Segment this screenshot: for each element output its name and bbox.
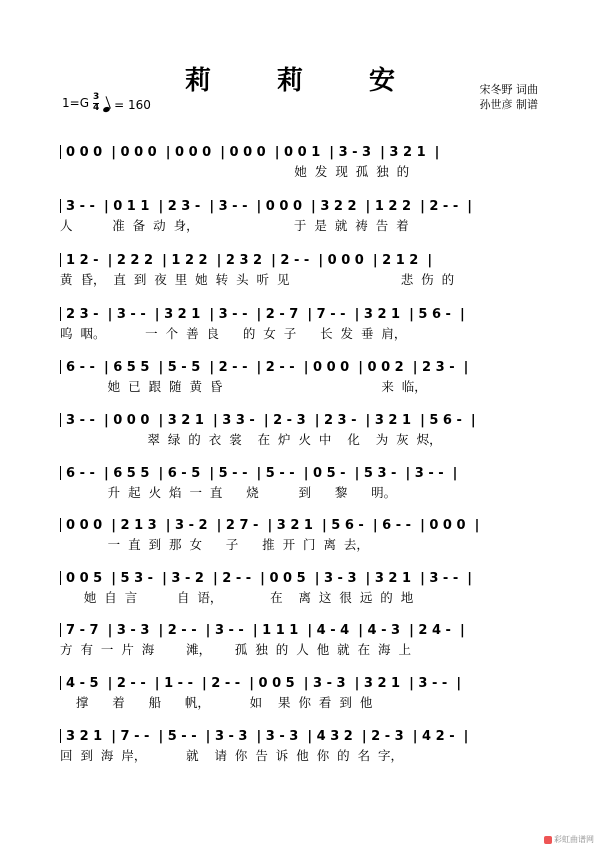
notes-text: 3 - - | 0 0 0 | 3 2 1 | 3 3 - | 2 - 3 | 2 3 - | 3 2 1 | 5 6 - |	[66, 412, 476, 428]
tempo-marking	[103, 98, 151, 112]
notes-text: 6 - - | 6 5 5 | 6 - 5 | 5 - - | 5 - - | 0 5 - | 5 3 - | 3 - - |	[66, 465, 458, 481]
note-row	[60, 250, 545, 270]
notes-text: 1 2 - | 2 2 2 | 1 2 2 | 2 3 2 | 2 - - | 0 0 0 | 2 1 2 |	[66, 252, 433, 268]
score-system	[60, 620, 545, 660]
barline	[60, 571, 61, 585]
score-system	[60, 357, 545, 397]
lyrics-row: 回 到 海 岸， 就 请 你 告 诉 他 你 的 名 字，	[60, 748, 404, 763]
key-label: 1=G	[62, 96, 89, 110]
credits	[480, 82, 539, 112]
song-meta	[62, 93, 151, 113]
notes-text: 3 2 1 | 7 - - | 5 - - | 3 - 3 | 3 - 3 | 4 3 2 | 2 - 3 | 4 2 - |	[66, 728, 469, 744]
barline	[60, 729, 61, 743]
note-row	[60, 515, 545, 535]
lyrics-row: 翠 绿 的 衣 裳 在 炉 火 中 化 为 灰 烬，	[60, 432, 442, 447]
barline	[60, 199, 61, 213]
score-system	[60, 196, 545, 236]
note-row	[60, 410, 545, 430]
time-signature	[93, 93, 99, 113]
note-row	[60, 568, 545, 588]
note-row	[60, 463, 545, 483]
note-row	[60, 357, 545, 377]
note-row	[60, 620, 545, 640]
lyrics-row: 升 起 火 焰 一 直 烧 到 黎 明。	[60, 485, 397, 500]
watermark-logo-icon	[544, 836, 552, 844]
score-system	[60, 673, 545, 713]
lyrics-row: 一 直 到 那 女 子 推 开 门 离 去，	[60, 537, 369, 552]
lyrics-row: 方 有 一 片 海 滩， 孤 独 的 人 他 就 在 海 上	[60, 642, 411, 657]
notes-text: 6 - - | 6 5 5 | 5 - 5 | 2 - - | 2 - - | 0 0 0 | 0 0 2 | 2 3 - |	[66, 359, 469, 375]
lyrics-row: 她 自 言 自 语， 在 离 这 很 远 的 地	[60, 590, 414, 605]
score-system	[60, 463, 545, 503]
notes-text: 7 - 7 | 3 - 3 | 2 - - | 3 - - | 1 1 1 | 4 - 4 | 4 - 3 | 2 4 - |	[66, 622, 465, 638]
arranger-credit: 孙世彦 制谱	[479, 98, 538, 111]
lyrics-row: 撑 着 船 帆， 如 果 你 看 到 他	[60, 695, 373, 710]
song-title: 莉 莉 安	[184, 66, 415, 96]
barline	[60, 676, 61, 690]
barline	[60, 253, 61, 267]
score-system	[60, 410, 545, 450]
barline	[60, 145, 61, 159]
tempo-label: = 160	[114, 97, 151, 112]
watermark	[544, 834, 594, 845]
notes-text: 4 - 5 | 2 - - | 1 - - | 2 - - | 0 0 5 | 3 - 3 | 3 2 1 | 3 - - |	[66, 675, 462, 691]
note-row	[60, 304, 545, 324]
barline	[60, 307, 61, 321]
barline	[60, 518, 61, 532]
notes-text: 2 3 - | 3 - - | 3 2 1 | 3 - - | 2 - 7 | 7 - - | 3 2 1 | 5 6 - |	[66, 306, 465, 322]
notes-text: 0 0 5 | 5 3 - | 3 - 2 | 2 - - | 0 0 5 | 3 - 3 | 3 2 1 | 3 - - |	[66, 570, 473, 586]
quarter-note-icon	[102, 106, 110, 113]
time-signature-top: 3	[93, 92, 100, 102]
barline	[60, 360, 61, 374]
score-system	[60, 304, 545, 344]
score-system	[60, 515, 545, 555]
lyrics-row: 她 发 现 孤 独 的	[60, 164, 410, 179]
lyrics-row: 呜 咽。 一 个 善 良 的 女 子 长 发 垂 肩，	[60, 326, 407, 341]
note-row	[60, 142, 545, 162]
lyrics-row: 她 已 跟 随 黄 昏 来 临，	[60, 379, 427, 394]
lyrics-row: 黄 昏， 直 到 夜 里 她 转 头 听 见 悲 伤 的	[60, 272, 455, 287]
barline	[60, 466, 61, 480]
lyricist-credit: 宋冬野 词曲	[479, 83, 538, 96]
key-signature	[62, 93, 99, 113]
score-system	[60, 726, 545, 766]
notes-text: 0 0 0 | 0 0 0 | 0 0 0 | 0 0 0 | 0 0 1 | 3 - 3 | 3 2 1 |	[66, 144, 440, 160]
notes-text: 3 - - | 0 1 1 | 2 3 - | 3 - - | 0 0 0 | 3 2 2 | 1 2 2 | 2 - - |	[66, 198, 473, 214]
time-signature-bottom: 4	[93, 103, 100, 113]
barline	[60, 623, 61, 637]
score-system	[60, 142, 545, 182]
score-system	[60, 250, 545, 290]
score-system	[60, 568, 545, 608]
barline	[60, 413, 61, 427]
watermark-text: 彩虹曲谱网	[554, 835, 594, 844]
lyrics-row: 人 准 备 动 身， 于 是 就 祷 告 着	[60, 218, 409, 233]
note-row	[60, 196, 545, 216]
note-row	[60, 673, 545, 693]
note-row	[60, 726, 545, 746]
notes-text: 0 0 0 | 2 1 3 | 3 - 2 | 2 7 - | 3 2 1 | 5 6 - | 6 - - | 0 0 0 |	[66, 517, 480, 533]
